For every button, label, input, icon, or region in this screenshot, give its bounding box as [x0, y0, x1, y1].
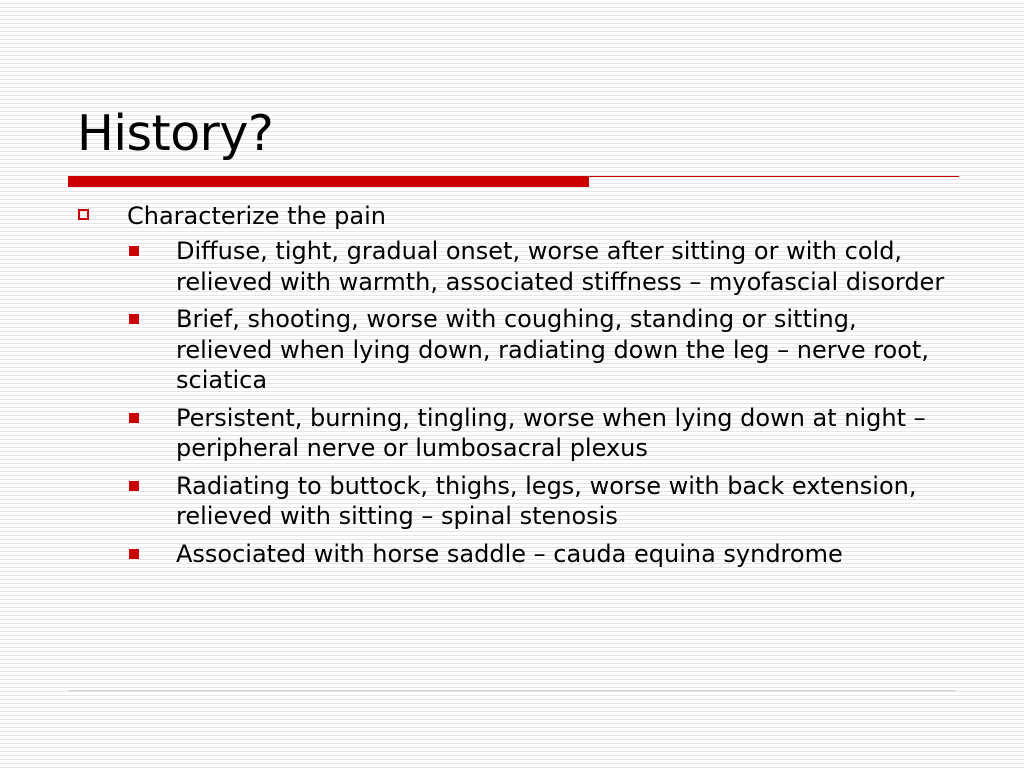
list-item	[76, 304, 946, 396]
title-underline-thin	[589, 176, 959, 177]
list-item-text: Associated with horse saddle – cauda equina syndrome	[176, 539, 843, 568]
slide-body	[76, 201, 956, 576]
footer-divider	[68, 690, 956, 691]
list-item-text: Radiating to buttock, thighs, legs, worse with back extension, relieved with sitting – spinal stenosis	[176, 471, 917, 530]
list-item-text: Brief, shooting, worse with coughing, standing or sitting, relieved when lying down, radiating down the leg – nerve root, sciatica	[176, 305, 929, 394]
sub-bullet-list	[76, 236, 956, 569]
filled-square-icon	[129, 314, 139, 324]
bullet-level1-text: Characterize the pain	[127, 202, 386, 230]
list-item	[76, 539, 946, 570]
filled-square-icon	[129, 413, 139, 423]
list-item-text: Diffuse, tight, gradual onset, worse after sitting or with cold, relieved with warmth, associated stiffness – myofascial disorder	[176, 237, 945, 296]
list-item	[76, 403, 946, 464]
filled-square-icon	[129, 246, 139, 256]
bullet-level1	[76, 201, 956, 232]
title-underline-thick	[68, 176, 589, 187]
list-item	[76, 236, 946, 297]
filled-square-icon	[129, 481, 139, 491]
list-item	[76, 471, 946, 532]
hollow-square-icon	[78, 209, 89, 220]
slide-title: History?	[77, 105, 274, 162]
list-item-text: Persistent, burning, tingling, worse when lying down at night – peripheral nerve or lumbosacral plexus	[176, 403, 926, 462]
filled-square-icon	[129, 549, 139, 559]
